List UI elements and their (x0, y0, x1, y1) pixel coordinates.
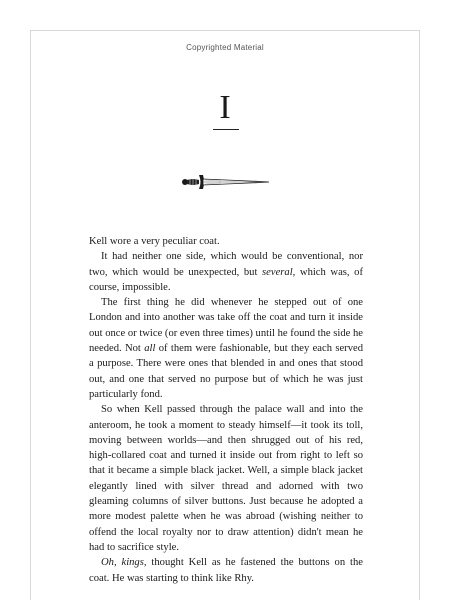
paragraph: It had neither one side, which would be conventional, nor two, which would be unexpected, but several, which was, of course, impossible. (89, 251, 363, 293)
copyright-header: Copyrighted Material (186, 43, 264, 52)
chapter-underline (213, 129, 239, 130)
paragraph: So when Kell passed through the palace wall and into the anteroom, he took a moment to steady himself—it took its toll, moving between worlds—and then shrugged out of his red, high-collared coat and turned it inside out from right to left so that it became a simple black jacket. Well, a simple black jacket elegantly lined with silver thread and adorned with two gleaming columns of silver buttons. Just because he adopted a more modest palette when he was abroad (wishing neither to offend the local royalty nor to draw attention) didn't mean he had to sacrifice style. (89, 404, 363, 553)
book-page (30, 30, 420, 600)
paragraph: Kell wore a very peculiar coat. (89, 236, 220, 247)
paragraph: The first thing he did whenever he stepped out of one London and into another was take off the coat and turn it inside out once or twice (or even three times) until he found the side he needed. Not all of them were fashionable, but they each served a purpose. There were ones that blended in and ones that stood out, and one that served no purpose but of which he was just particularly fond. (89, 297, 363, 400)
paragraph: Oh, kings, thought Kell as he fastened the buttons on the coat. He was starting to think like Rhy. (89, 557, 363, 584)
chapter-number: I (219, 89, 231, 126)
chapter-body (89, 234, 363, 586)
dagger-icon (181, 171, 271, 193)
